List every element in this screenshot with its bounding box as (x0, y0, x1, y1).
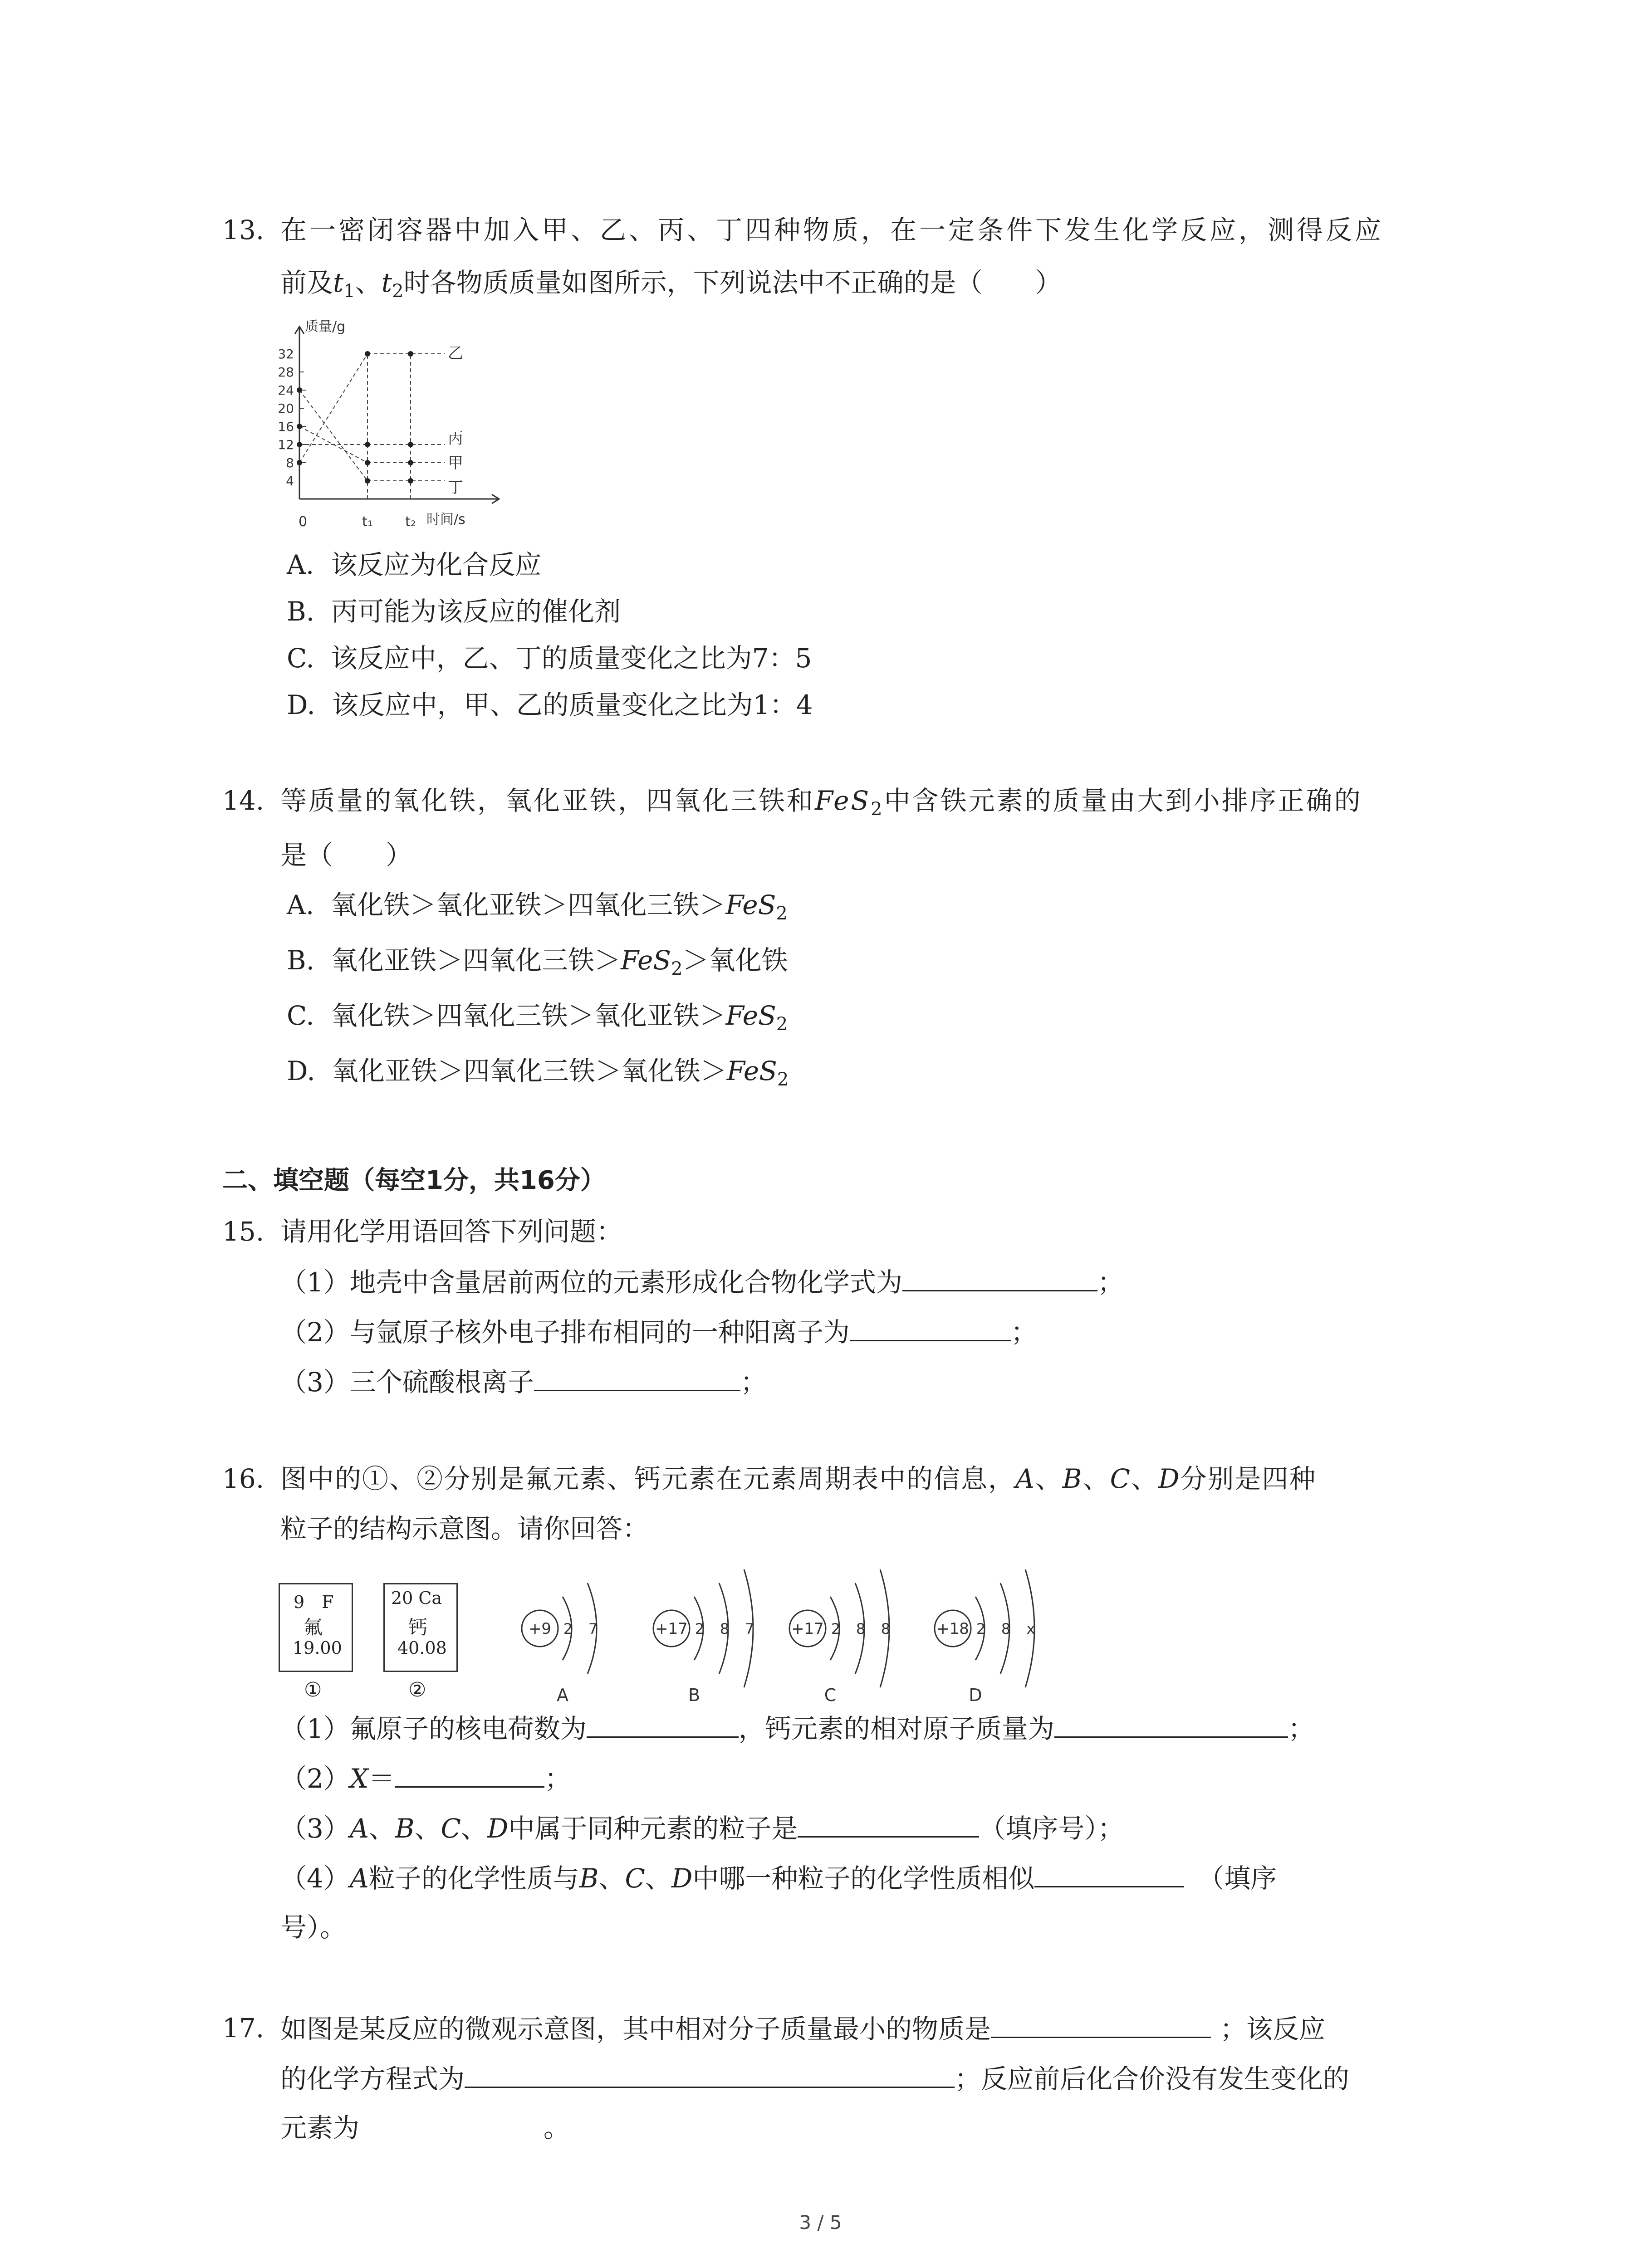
option-key: B. (287, 945, 315, 976)
data-point (365, 460, 370, 465)
sub-text: （填序号）； (979, 1813, 1124, 1844)
q17-text: 如图是某反应的微观示意图，其中相对分子质量最小的物质是 (280, 2014, 991, 2044)
sub-end: ； (1288, 1713, 1314, 1744)
answer-blank[interactable] (587, 1712, 739, 1738)
y-tick-label: 32 (278, 347, 294, 362)
data-point (365, 351, 370, 357)
x-symbol: X (349, 1763, 369, 1794)
cell-label-2: ② (408, 1678, 426, 1701)
answer-blank[interactable] (902, 1266, 1097, 1291)
data-point (297, 442, 302, 447)
data-point (365, 442, 370, 447)
sub-text: （填序 (1198, 1863, 1277, 1894)
sub-text: ，钙元素的相对原子质量为 (738, 1713, 1054, 1744)
nucleus-charge: +18 (936, 1620, 969, 1638)
letter-a: A (349, 1863, 369, 1894)
data-point (297, 424, 302, 429)
comma: 、 (1083, 1463, 1110, 1494)
answer-blank[interactable] (991, 2012, 1211, 2038)
q15-item-3 (280, 1365, 767, 1398)
letter-b: B (395, 1813, 415, 1844)
data-point (408, 478, 413, 484)
q16-sub-4 (280, 1862, 1277, 1894)
y-tick-label: 24 (278, 383, 294, 398)
atom-diagram-a (522, 1583, 598, 1705)
t1-subscript: 1 (343, 281, 355, 302)
shell-electron-count: 8 (1001, 1620, 1011, 1637)
item-end: ； (1010, 1317, 1037, 1348)
option-key: C. (287, 643, 314, 674)
answer-blank[interactable] (850, 1315, 1011, 1341)
item-end: ； (740, 1367, 767, 1398)
answer-blank[interactable] (534, 1365, 740, 1391)
x-tick-label: t₁ (362, 514, 373, 530)
option-key: C. (287, 1000, 314, 1031)
t2-symbol: t (381, 267, 392, 298)
option-text: 该反应中，乙、丁的质量变化之比为7：5 (331, 643, 812, 674)
q15-item-1 (280, 1266, 1124, 1298)
q17-text: ；反应前后化合价没有发生变化的 (955, 2063, 1350, 2094)
q13-option-d[interactable] (287, 689, 813, 721)
mass-time-chart (263, 308, 544, 553)
option-key: A. (287, 890, 314, 920)
q17-number: 17. (222, 2013, 265, 2043)
x-axis-label: 时间/s (426, 512, 465, 528)
q14-stem-line1 (280, 785, 1362, 825)
comma: 、 (598, 1863, 625, 1894)
q13-number: 13. (222, 215, 265, 245)
fes-formula: FeS (726, 1056, 777, 1086)
fes-formula: FeS (725, 890, 776, 920)
q13-stem-line2 (280, 267, 1062, 307)
element-number-symbol: 9 F (294, 1592, 334, 1612)
q13-option-c[interactable] (287, 642, 812, 674)
fes-formula: FeS (815, 785, 871, 816)
q17-line2 (280, 2062, 1349, 2095)
comma: 、 (645, 1863, 671, 1894)
y-tick-label: 28 (278, 365, 294, 380)
q14-option-d[interactable] (287, 1055, 789, 1095)
q16-stem-line2: 粒子的结构示意图。请你回答： (280, 1513, 649, 1544)
comma: 、 (1131, 1463, 1158, 1494)
letter-a: A (1015, 1463, 1035, 1494)
answer-blank[interactable] (1034, 1862, 1184, 1887)
equals: ＝ (368, 1763, 395, 1794)
q17-line1 (280, 2012, 1325, 2045)
atom-structure-diagrams (499, 1542, 1089, 1715)
q16-stem-line1 (280, 1463, 1317, 1495)
data-point (297, 460, 302, 465)
element-cell-calcium (383, 1583, 458, 1672)
page-number: 3 / 5 (799, 2211, 842, 2234)
y-tick-label: 4 (286, 474, 294, 489)
answer-blank[interactable] (465, 2062, 955, 2088)
element-number-symbol: 20 Ca (391, 1588, 442, 1608)
option-text: 氧化铁＞四氧化三铁＞氧化亚铁＞ (331, 1000, 726, 1031)
q16-number: 16. (222, 1463, 265, 1494)
data-point (408, 442, 413, 447)
q13-option-a[interactable] (287, 549, 541, 581)
nucleus-charge: +17 (791, 1620, 824, 1638)
q16-stem-b: 分别是四种 (1180, 1463, 1317, 1494)
fes-formula: FeS (620, 945, 671, 976)
sub-text: （2） (280, 1763, 350, 1794)
option-text: 该反应中，甲、乙的质量变化之比为1：4 (332, 689, 813, 720)
series-label: 丙 (448, 430, 463, 448)
series-line (299, 354, 367, 463)
comma: 、 (368, 1813, 395, 1844)
q14-stem-line2: 是（ ） (280, 840, 412, 870)
letter-b: B (1062, 1463, 1083, 1494)
option-key: A. (287, 549, 314, 580)
q14-option-b[interactable] (287, 944, 788, 985)
shell-electron-count: 2 (831, 1620, 841, 1637)
element-mass: 19.00 (293, 1638, 342, 1658)
option-text: 氧化亚铁＞四氧化三铁＞ (331, 945, 621, 976)
sub-text: （4） (280, 1863, 350, 1894)
element-cell-fluorine (279, 1583, 353, 1672)
atom-diagram-b (653, 1569, 754, 1705)
fes-subscript: 2 (671, 958, 683, 979)
letter-d: D (487, 1813, 509, 1844)
t-separator: 、 (355, 267, 382, 298)
q13-stem-suffix: 时各物质质量如图所示，下列说法中不正确的是（ ） (403, 267, 1062, 298)
letter-a: A (349, 1813, 369, 1844)
shell-electron-count: 2 (976, 1620, 986, 1637)
data-point (408, 351, 413, 357)
element-mass: 40.08 (397, 1638, 447, 1658)
option-key: D. (287, 1056, 315, 1086)
q16-sub-1 (280, 1712, 1314, 1745)
q13-option-b[interactable] (287, 596, 621, 627)
data-point (365, 478, 370, 484)
q14-number: 14. (222, 785, 265, 816)
sub-text: （1）氟原子的核电荷数为 (280, 1713, 587, 1744)
series-label: 乙 (448, 344, 463, 362)
fes-formula: FeS (725, 1000, 776, 1031)
fes-subscript: 2 (776, 1014, 788, 1035)
option-key: B. (287, 596, 315, 627)
option-text: 氧化铁＞氧化亚铁＞四氧化三铁＞ (331, 890, 726, 920)
sub-text: （3） (280, 1813, 350, 1844)
data-point (408, 460, 413, 465)
item-text: （2）与氩原子核外电子排布相同的一种阳离子为 (280, 1317, 850, 1348)
atom-label: D (969, 1685, 982, 1705)
q15-item-2 (280, 1315, 1037, 1348)
shell-electron-count: x (1026, 1620, 1035, 1637)
origin-label: 0 (299, 514, 308, 530)
atom-label: A (557, 1685, 568, 1705)
letter-c: C (625, 1863, 645, 1894)
element-name: 钙 (408, 1616, 428, 1638)
cell-label-1: ① (304, 1678, 322, 1701)
q17-text: 的化学方程式为 (280, 2063, 465, 2094)
sub-text: 粒子的化学性质与 (368, 1863, 579, 1894)
shell-electron-count: 8 (720, 1620, 730, 1637)
y-axis-label: 质量/g (305, 319, 346, 335)
q14-stem-a: 等质量的氧化铁，氧化亚铁，四氧化三铁和 (280, 785, 815, 816)
comma: 、 (460, 1813, 487, 1844)
q16-sub-3 (280, 1812, 1124, 1844)
option-text: 该反应为化合反应 (331, 549, 542, 580)
letter-c: C (441, 1813, 461, 1844)
option-text: 丙可能为该反应的催化剂 (331, 596, 621, 627)
q13-stem-line1: 在一密闭容器中加入甲、乙、丙、丁四种物质，在一定条件下发生化学反应，测得反应 (280, 215, 1384, 245)
q14-option-c[interactable] (287, 1000, 788, 1040)
item-text: （3）三个硫酸根离子 (280, 1367, 534, 1398)
q17-line3: 元素为 。 (280, 2112, 570, 2143)
comma: 、 (1035, 1463, 1063, 1494)
shell-electron-count: 8 (856, 1620, 866, 1637)
q17-text: ；该反应 (1220, 2014, 1326, 2044)
item-end: ； (1097, 1267, 1124, 1298)
series-label: 丁 (448, 479, 463, 497)
atom-diagram-c (789, 1569, 890, 1705)
q15-intro: 请用化学用语回答下列问题： (280, 1216, 623, 1247)
answer-blank[interactable] (1054, 1712, 1288, 1738)
t2-subscript: 2 (392, 281, 404, 302)
letter-d: D (1158, 1463, 1181, 1494)
shell-electron-count: 8 (881, 1620, 891, 1637)
nucleus-charge: +17 (655, 1620, 688, 1638)
nucleus-charge: +9 (528, 1620, 552, 1638)
option-key: D. (287, 689, 315, 720)
sub-text: 中哪一种粒子的化学性质相似 (692, 1863, 1035, 1894)
shell-electron-count: 7 (745, 1620, 754, 1637)
answer-blank[interactable] (798, 1812, 979, 1838)
fes-subscript: 2 (777, 1069, 789, 1090)
series-label: 甲 (448, 454, 463, 472)
y-tick-label: 16 (278, 419, 294, 434)
section-title: 二、填空题（每空1分，共16分） (222, 1166, 606, 1195)
data-point (297, 387, 302, 393)
letter-b: B (579, 1863, 599, 1894)
y-tick-label: 8 (286, 455, 294, 470)
q14-option-a[interactable] (287, 889, 788, 929)
q14-stem-b: 中含铁元素的质量由大到小排序正确的 (884, 785, 1362, 816)
fes-subscript: 2 (871, 799, 884, 820)
sub-text: 中属于同种元素的粒子是 (508, 1813, 798, 1844)
item-text: （1）地壳中含量居前两位的元素形成化合物化学式为 (280, 1267, 902, 1298)
q16-stem-a: 图中的①、②分别是氟元素、钙元素在元素周期表中的信息， (280, 1463, 1016, 1494)
q13-stem-prefix: 前及 (280, 267, 333, 298)
t1-symbol: t (333, 267, 344, 298)
letter-d: D (671, 1863, 693, 1894)
element-name: 氟 (304, 1616, 323, 1638)
q15-number: 15. (222, 1216, 265, 1247)
q16-sub-4-cont: 号）。 (280, 1912, 347, 1943)
fes-subscript: 2 (776, 903, 788, 924)
atom-diagram-d (935, 1569, 1035, 1705)
comma: 、 (414, 1813, 441, 1844)
sub-end: ； (544, 1763, 571, 1794)
atom-label: C (824, 1685, 837, 1705)
q16-sub-2 (280, 1762, 571, 1794)
option-text: 氧化亚铁＞四氧化三铁＞氧化铁＞ (332, 1056, 727, 1086)
shell-electron-count: 7 (588, 1620, 598, 1637)
series-line (299, 390, 367, 481)
atom-label: B (688, 1685, 700, 1705)
letter-c: C (1110, 1463, 1131, 1494)
y-tick-label: 20 (278, 401, 294, 416)
y-tick-label: 12 (278, 437, 294, 452)
shell-electron-count: 2 (695, 1620, 705, 1637)
answer-blank[interactable] (395, 1762, 544, 1788)
x-tick-label: t₂ (405, 514, 416, 530)
shell-electron-count: 2 (563, 1620, 573, 1637)
option-text-tail: ＞氧化铁 (682, 945, 788, 976)
